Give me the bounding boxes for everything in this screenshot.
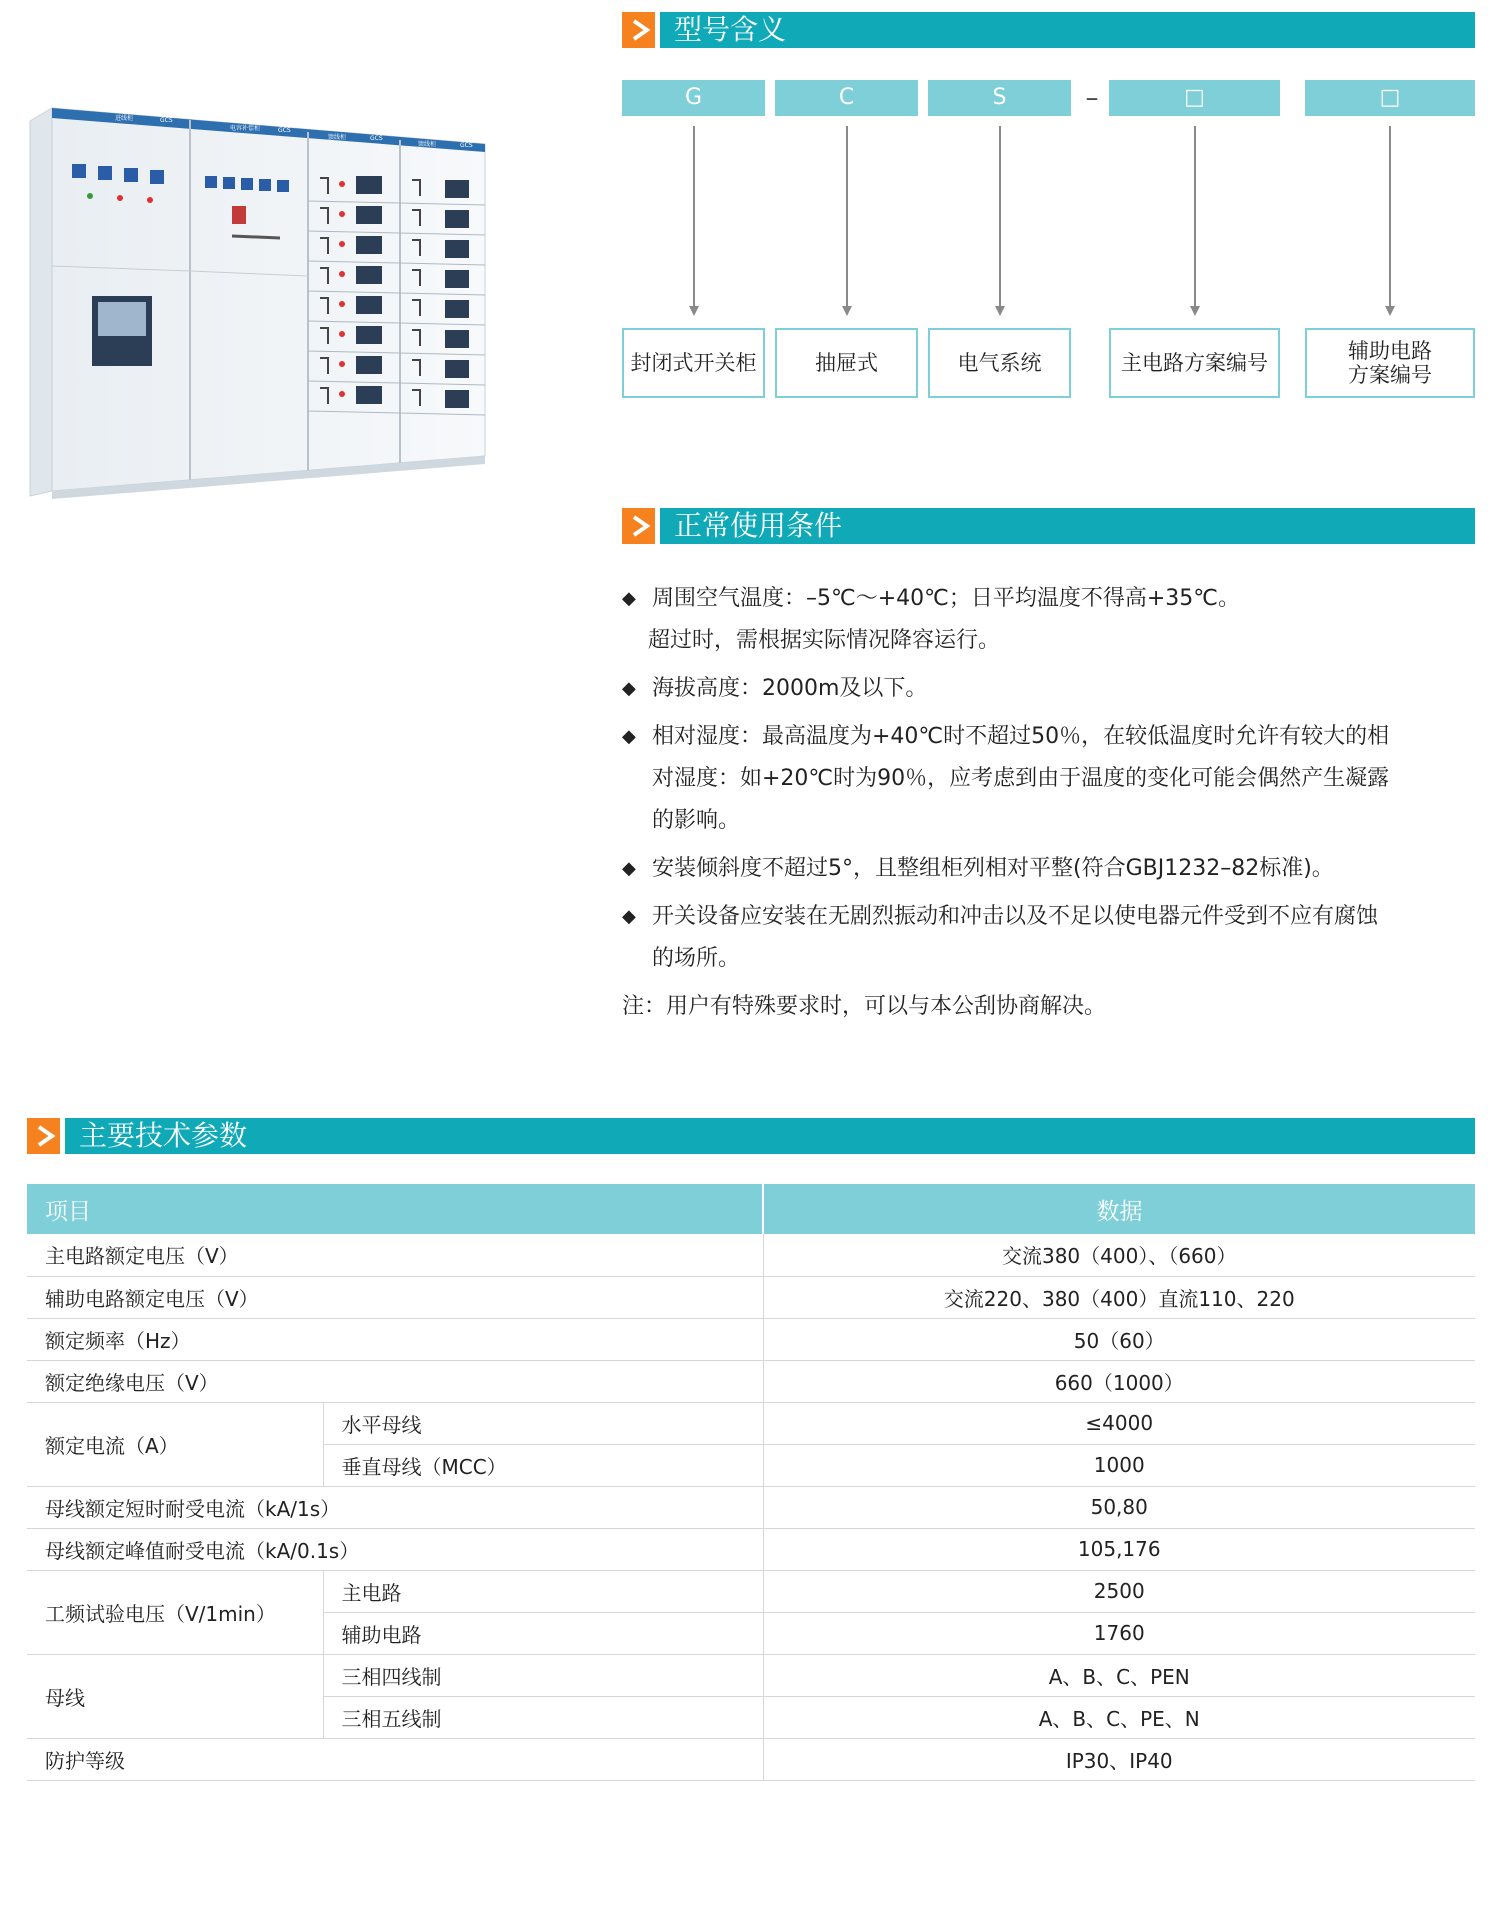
condition-item-continuation: 超过时，需根据实际情况降容运行。 [648, 628, 1001, 653]
model-code-box: G [622, 80, 765, 116]
table-row [27, 1276, 1475, 1318]
table-row [27, 1654, 1475, 1696]
param-value: A、B、C、PE、N [763, 1696, 1475, 1738]
switchgear-illustration [20, 96, 500, 511]
cabinet-label: GCS [460, 142, 473, 149]
param-label: 母线 [27, 1654, 323, 1738]
param-label: 母线额定峰值耐受电流（kA/0.1s） [27, 1528, 763, 1570]
condition-item: ◆ 周围空气温度：–5℃～+40℃；日平均温度不得高+35℃。 [622, 578, 1482, 620]
condition-item: ◆ 安装倾斜度不超过5°，且整组柜列相对平整(符合GBJ1232–82标准)。 [622, 848, 1482, 890]
arrow-head-icon [1190, 306, 1200, 316]
table-row [27, 1528, 1475, 1570]
model-meaning-box: 封闭式开关柜 [622, 328, 765, 398]
diamond-bullet-icon: ◆ [622, 726, 636, 747]
param-sub-label: 辅助电路 [323, 1612, 763, 1654]
cabinet-label: GCS [160, 117, 173, 124]
arrow-head-icon [995, 306, 1005, 316]
cabinet-label: GCS [370, 135, 383, 142]
cabinet-label: 馈线柜 [328, 134, 347, 141]
table-row [27, 1318, 1475, 1360]
param-value: 1000 [763, 1444, 1475, 1486]
table-row [27, 1402, 1475, 1444]
conditions-section-header [622, 508, 1475, 544]
cabinet-label: 馈线柜 [418, 141, 437, 148]
section-title: 正常使用条件 [674, 509, 843, 542]
params-section-header [27, 1118, 1475, 1154]
cabinet-label: 电容补偿柜 [230, 125, 261, 132]
section-title: 主要技术参数 [79, 1119, 248, 1152]
arrow-down-icon [1194, 126, 1196, 308]
condition-item: ◆ 相对湿度：最高温度为+40℃时不超过50％，在较低温度时允许有较大的相 对湿度：如+20℃时为90％，应考虑到由于温度的变化可能会偶然产生凝露 的影响。 [622, 716, 1482, 842]
model-meaning-box: 辅助电路 方案编号 [1305, 328, 1475, 398]
model-code-separator: – [1085, 83, 1099, 113]
table-row [27, 1360, 1475, 1402]
arrow-down-icon [1389, 126, 1391, 308]
cabinet-label: GCS [278, 127, 291, 134]
table-row [27, 1738, 1475, 1780]
product-photo [20, 96, 500, 511]
column-header-item: 项目 [27, 1184, 763, 1234]
param-value: IP30、IP40 [763, 1738, 1475, 1780]
param-label: 额定频率（Hz） [27, 1318, 763, 1360]
table-row [27, 1234, 1475, 1276]
param-value: 交流380（400）、（660） [763, 1234, 1475, 1276]
condition-note: 注：用户有特殊要求时，可以与本公刮协商解决。 [622, 994, 1107, 1019]
param-label: 主电路额定电压（V） [27, 1234, 763, 1276]
param-sub-label: 水平母线 [323, 1402, 763, 1444]
diamond-bullet-icon: ◆ [622, 678, 636, 699]
model-section-header [622, 12, 1475, 48]
param-value: 2500 [763, 1570, 1475, 1612]
model-code-box: □ [1109, 80, 1280, 116]
param-label: 额定绝缘电压（V） [27, 1360, 763, 1402]
param-label: 工频试验电压（V/1min） [27, 1570, 323, 1654]
arrow-head-icon [842, 306, 852, 316]
param-sub-label: 三相五线制 [323, 1696, 763, 1738]
section-title: 型号含义 [674, 13, 787, 46]
param-value: 交流220、380（400）直流110、220 [763, 1276, 1475, 1318]
param-label: 辅助电路额定电压（V） [27, 1276, 763, 1318]
model-meaning-box: 电气系统 [928, 328, 1071, 398]
model-meaning-box: 主电路方案编号 [1109, 328, 1280, 398]
condition-item: ◆ 开关设备应安装在无剧烈振动和冲击以及不足以使电器元件受到不应有腐蚀 的场所。 [622, 896, 1482, 980]
param-label: 额定电流（A） [27, 1402, 323, 1486]
table-row [27, 1570, 1475, 1612]
param-label: 防护等级 [27, 1738, 763, 1780]
param-value: ≤4000 [763, 1402, 1475, 1444]
param-sub-label: 三相四线制 [323, 1654, 763, 1696]
arrow-down-icon [846, 126, 848, 308]
condition-item: ◆ 海拔高度：2000m及以下。 [622, 668, 1482, 710]
model-code-box: S [928, 80, 1071, 116]
model-code-box: C [775, 80, 918, 116]
param-label: 母线额定短时耐受电流（kA/1s） [27, 1486, 763, 1528]
model-meaning-box: 抽屉式 [775, 328, 918, 398]
conditions-list [622, 578, 1482, 1028]
param-sub-label: 垂直母线（MCC） [323, 1444, 763, 1486]
diamond-bullet-icon: ◆ [622, 906, 636, 927]
chevron-right-icon [27, 1118, 65, 1154]
param-value: 1760 [763, 1612, 1475, 1654]
table-header-row [27, 1184, 1475, 1234]
arrow-head-icon [689, 306, 699, 316]
diamond-bullet-icon: ◆ [622, 858, 636, 879]
param-sub-label: 主电路 [323, 1570, 763, 1612]
arrow-head-icon [1385, 306, 1395, 316]
model-code-box: □ [1305, 80, 1475, 116]
param-value: 50,80 [763, 1486, 1475, 1528]
param-value: A、B、C、PEN [763, 1654, 1475, 1696]
param-value: 660（1000） [763, 1360, 1475, 1402]
diamond-bullet-icon: ◆ [622, 588, 636, 609]
column-header-data: 数据 [763, 1184, 1475, 1234]
arrow-down-icon [999, 126, 1001, 308]
chevron-right-icon [622, 508, 660, 544]
arrow-down-icon [693, 126, 695, 308]
table-row [27, 1486, 1475, 1528]
params-table [27, 1184, 1475, 1781]
param-value: 50（60） [763, 1318, 1475, 1360]
chevron-right-icon [622, 12, 660, 48]
param-value: 105,176 [763, 1528, 1475, 1570]
cabinet-label: 进线柜 [115, 115, 134, 122]
